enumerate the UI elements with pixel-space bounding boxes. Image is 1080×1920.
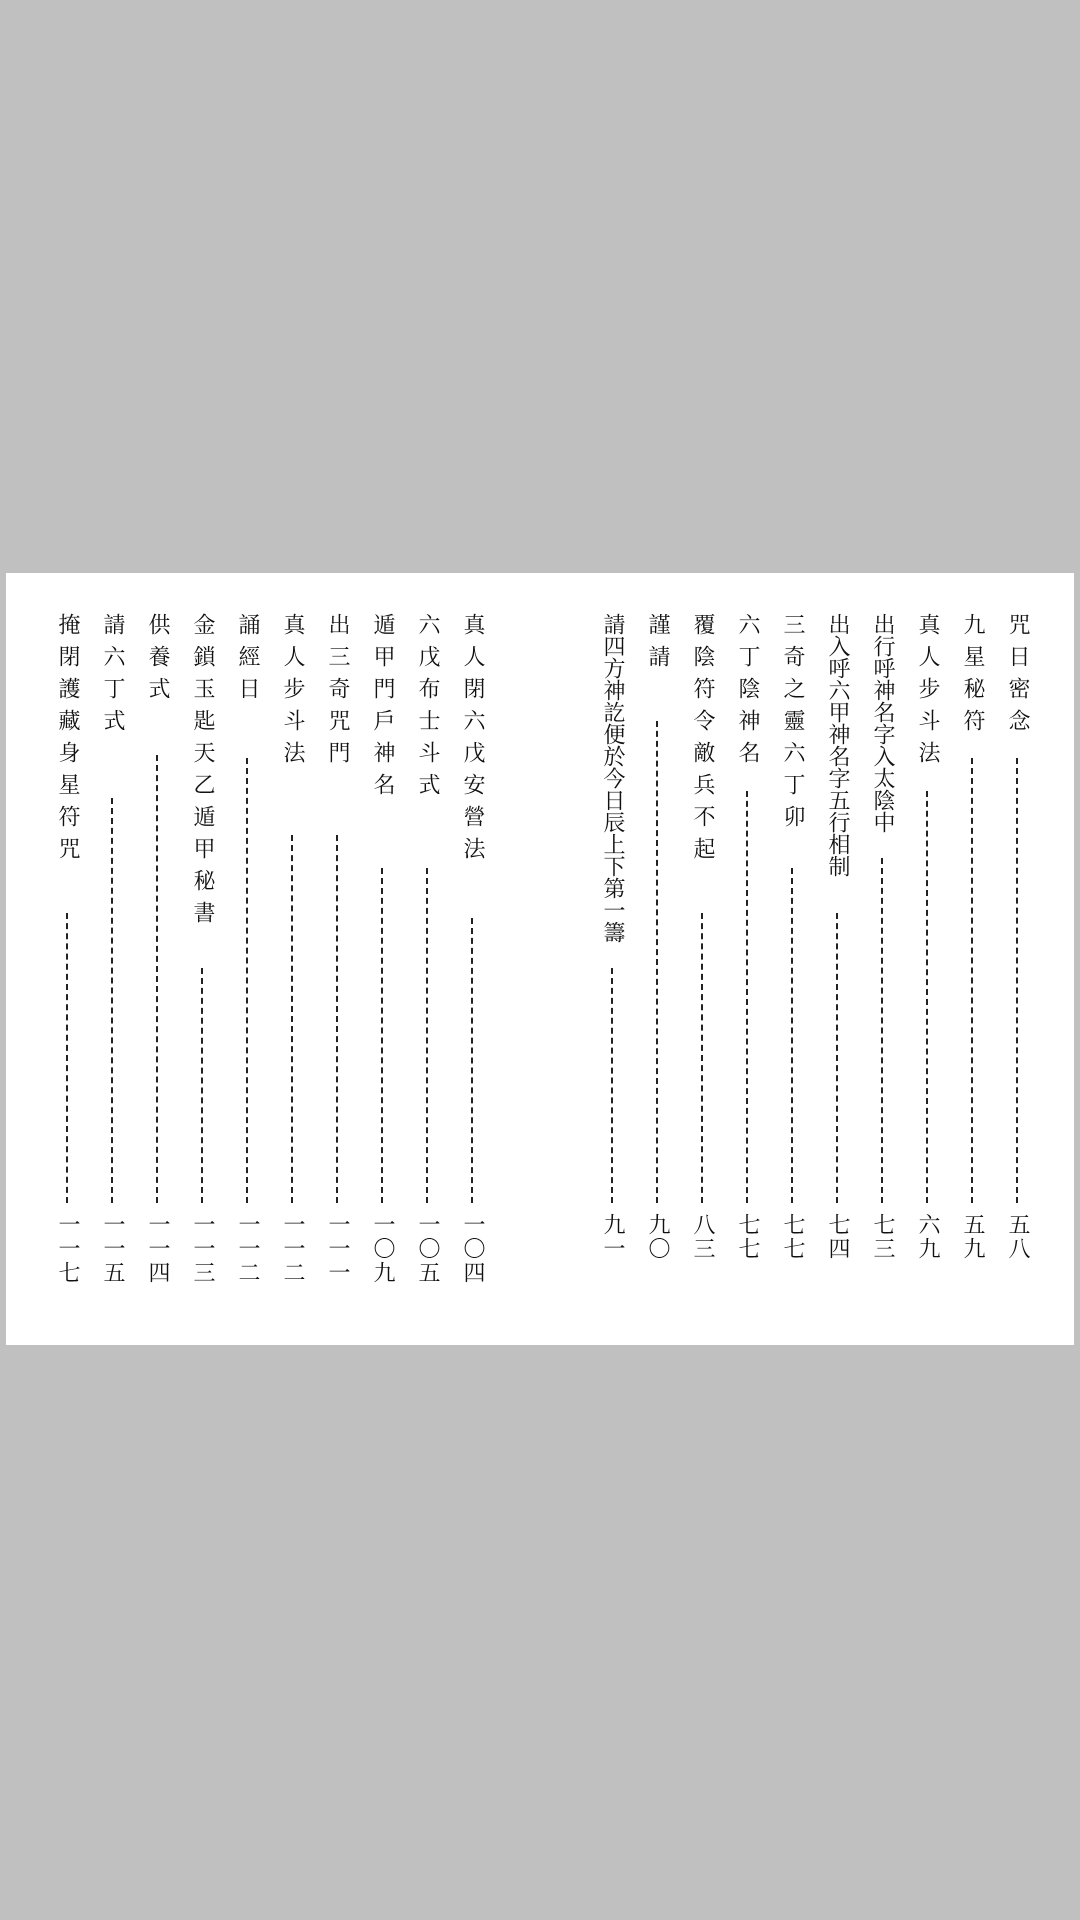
toc-entry: [635, 613, 679, 1303]
toc-page-number: 七七: [780, 1213, 805, 1261]
toc-page-number: 一一四: [145, 1213, 170, 1285]
toc-entry: [45, 613, 89, 1303]
toc-title: 三奇之靈六丁卯: [780, 613, 805, 837]
toc-entry: [180, 613, 224, 1303]
dot-leader: [746, 791, 748, 1203]
toc-title: 真人閉六戊安營法: [460, 613, 485, 869]
toc-page-number: 一一一: [325, 1213, 350, 1285]
toc-page-number: 九〇: [645, 1213, 670, 1261]
toc-entry: [315, 613, 359, 1303]
toc-entry: [590, 613, 634, 1303]
toc-title: 六戊布士斗式: [415, 613, 440, 805]
toc-page-number: 一一七: [55, 1213, 80, 1285]
toc-title: 遁甲門戶神名: [370, 613, 395, 805]
toc-page-number: 五八: [1005, 1213, 1030, 1261]
dot-leader: [971, 758, 973, 1203]
dot-leader: [246, 758, 248, 1203]
dot-leader: [426, 868, 428, 1203]
toc-title: 請四方神訖便於今日辰上下第一籌: [600, 613, 625, 943]
toc-entry: [225, 613, 269, 1303]
toc-title: 請六丁式: [100, 613, 125, 741]
dot-leader: [1016, 758, 1018, 1203]
toc-title: 誦經日: [235, 613, 260, 709]
dot-leader: [791, 868, 793, 1203]
dot-leader: [881, 858, 883, 1203]
toc-entry: [680, 613, 724, 1303]
toc-title: 出入呼六甲神名字五行相制: [825, 613, 850, 877]
dot-leader: [111, 798, 113, 1203]
toc-entry: [90, 613, 134, 1303]
toc-page-number: 七三: [870, 1213, 895, 1261]
dot-leader: [336, 835, 338, 1203]
dot-leader: [926, 791, 928, 1203]
toc-entry: [405, 613, 449, 1303]
toc-entry: [270, 613, 314, 1303]
toc-title: 謹請: [645, 613, 670, 677]
toc-page-number: 一一五: [100, 1213, 125, 1285]
toc-page-number: 一一三: [190, 1213, 215, 1285]
dot-leader: [66, 913, 68, 1203]
toc-page-number: 一一二: [280, 1213, 305, 1285]
toc-title: 咒日密念: [1005, 613, 1030, 741]
toc-title: 覆陰符令敵兵不起: [690, 613, 715, 869]
toc-title: 真人步斗法: [280, 613, 305, 773]
toc-entry: [360, 613, 404, 1303]
toc-entry: [770, 613, 814, 1303]
dot-leader: [201, 968, 203, 1203]
toc-title: 六丁陰神名: [735, 613, 760, 773]
toc-entry: [995, 613, 1039, 1303]
dot-leader: [656, 721, 658, 1203]
toc-page-number: 五九: [960, 1213, 985, 1261]
toc-title: 金鎖玉匙天乙遁甲秘書: [190, 613, 215, 933]
toc-title: 供養式: [145, 613, 170, 709]
toc-page-number: 六九: [915, 1213, 940, 1261]
toc-title: 真人步斗法: [915, 613, 940, 773]
dot-leader: [836, 913, 838, 1203]
toc-page-number: 八三: [690, 1213, 715, 1261]
toc-entry: [815, 613, 859, 1303]
toc-entry: [860, 613, 904, 1303]
dot-leader: [156, 755, 158, 1203]
dot-leader: [701, 913, 703, 1203]
toc-page-number: 七七: [735, 1213, 760, 1261]
toc-page-number: 一〇五: [415, 1213, 440, 1285]
toc-page-number: 一〇九: [370, 1213, 395, 1285]
dot-leader: [471, 918, 473, 1203]
toc-page-number: 九一: [600, 1213, 625, 1261]
dot-leader: [381, 868, 383, 1203]
toc-entry: [905, 613, 949, 1303]
toc-entry: [950, 613, 994, 1303]
dot-leader: [611, 968, 613, 1203]
toc-title: 出行呼神名字入太陰中: [870, 613, 895, 833]
toc-title: 出三奇咒門: [325, 613, 350, 773]
toc-entry: [135, 613, 179, 1303]
toc-entry: [450, 613, 494, 1303]
document-page: [6, 573, 1074, 1345]
dot-leader: [291, 835, 293, 1203]
toc-entry: [725, 613, 769, 1303]
toc-title: 掩閉護藏身星符咒: [55, 613, 80, 869]
toc-page-number: 七四: [825, 1213, 850, 1261]
toc-page-number: 一〇四: [460, 1213, 485, 1285]
toc-page-number: 一一二: [235, 1213, 260, 1285]
toc-title: 九星秘符: [960, 613, 985, 741]
